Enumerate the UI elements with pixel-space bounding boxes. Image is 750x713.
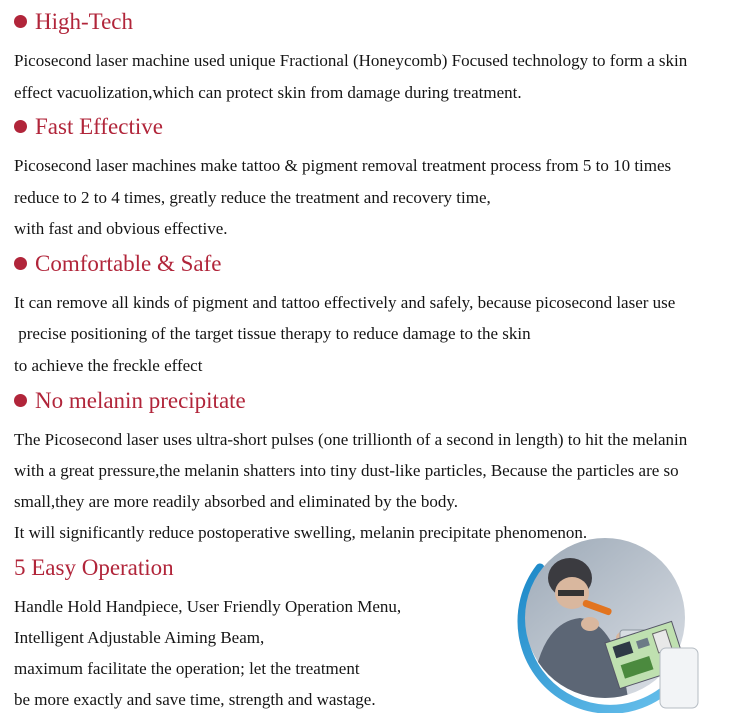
no-melanin-line-3: small,they are more readily absorbed and eliminated by the body.: [14, 492, 459, 511]
easy-operation-line-4: be more exactly and save time, strength and wastage.: [14, 690, 376, 709]
heading-text: No melanin precipitate: [35, 388, 246, 413]
bullet-dot-icon: [14, 257, 27, 270]
heading-text: 5 Easy Operation: [14, 555, 174, 580]
bullet-dot-icon: [14, 394, 27, 407]
no-melanin-line-1: The Picosecond laser uses ultra-short pulses (one trillionth of a second in length) to hit the melanin: [14, 430, 688, 449]
fast-effective-line-3: with fast and obvious effective.: [14, 219, 228, 238]
high-tech-line-2: effect vacuolization,which can protect skin from damage during treatment.: [14, 83, 522, 102]
heading-comfortable-safe: [14, 250, 222, 278]
easy-operation-line-3: maximum facilitate the operation; let the treatment: [14, 659, 360, 678]
no-melanin-line-2: with a great pressure,the melanin shatters into tiny dust-like particles, Because the particles are so: [14, 461, 679, 480]
fast-effective-line-1: Picosecond laser machines make tattoo & pigment removal treatment process from 5 to 10 times: [14, 156, 672, 175]
heading-fast-effective: [14, 113, 163, 141]
heading-text: High-Tech: [35, 9, 134, 34]
bullet-dot-icon: [14, 120, 27, 133]
operator-photo: [510, 538, 720, 713]
comfortable-safe-line-1: It can remove all kinds of pigment and tattoo effectively and safely, because picosecond laser use: [14, 293, 676, 312]
heading-text: Comfortable & Safe: [35, 251, 222, 276]
high-tech-line-1: Picosecond laser machine used unique Fractional (Honeycomb) Focused technology to form a skin: [14, 51, 688, 70]
comfortable-safe-line-3: to achieve the freckle effect: [14, 356, 203, 375]
heading-easy-operation: [14, 554, 174, 582]
comfortable-safe-line-2: precise positioning of the target tissue therapy to reduce damage to the skin: [14, 324, 531, 343]
easy-operation-line-1: Handle Hold Handpiece, User Friendly Operation Menu,: [14, 597, 402, 616]
easy-operation-line-2: Intelligent Adjustable Aiming Beam,: [14, 628, 265, 647]
bullet-dot-icon: [14, 15, 27, 28]
no-melanin-line-4: It will significantly reduce postoperative swelling, melanin precipitate phenomenon.: [14, 523, 588, 542]
fast-effective-line-2: reduce to 2 to 4 times, greatly reduce the treatment and recovery time,: [14, 188, 491, 207]
heading-high-tech: [14, 8, 133, 36]
heading-text: Fast Effective: [35, 114, 163, 139]
heading-no-melanin: [14, 387, 246, 415]
